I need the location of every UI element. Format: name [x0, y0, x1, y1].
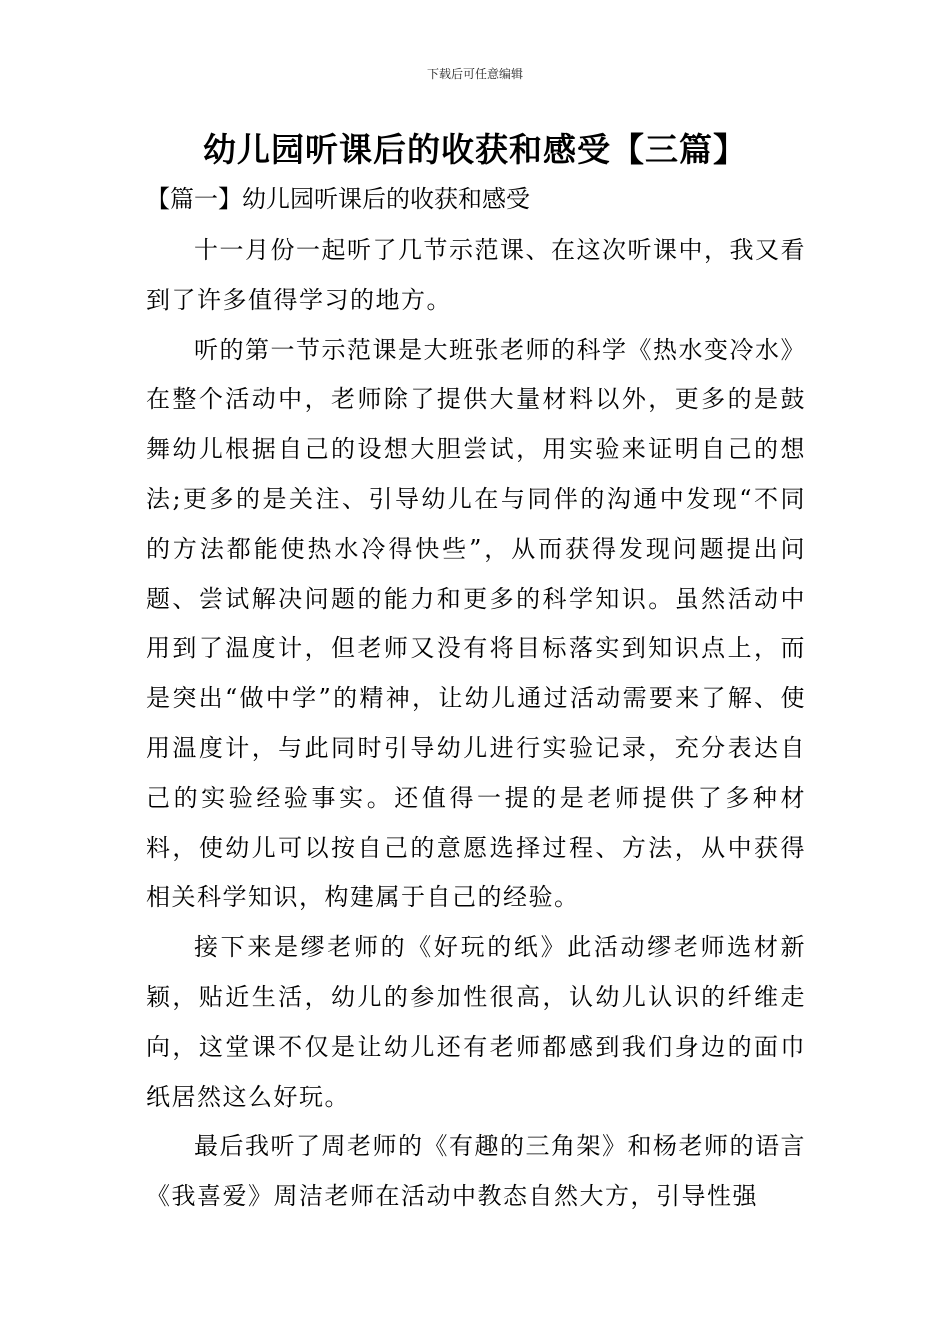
paragraph: 听的第一节示范课是大班张老师的科学《热水变冷水》在整个活动中，老师除了提供大量材料以外，更多的是鼓舞幼儿根据自己的设想大胆尝试，用实验来证明自己的想法;更多的是关注、引导幼儿在与同伴的沟通中发现“不同的方法都能使热水冷得快些”，从而获得发现问题提出问题、尝试解决问题的能力和更多的科学知识。虽然活动中用到了温度计，但老师又没有将目标落实到知识点上，而是突出“做中学”的精神，让幼儿通过活动需要来了解、使用温度计，与此同时引导幼儿进行实验记录，充分表达自己的实验经验事实。还值得一提的是老师提供了多种材料，使幼儿可以按自己的意愿选择过程、方法，从中获得相关科学知识，构建属于自己的经验。 — [146, 335, 806, 912]
paragraph: 最后我听了周老师的《有趣的三角架》和杨老师的语言《我喜爱》周洁老师在活动中教态自然大方，引导性强 — [146, 1132, 806, 1211]
document-body — [146, 226, 806, 1222]
paragraph: 十一月份一起听了几节示范课、在这次听课中，我又看到了许多值得学习的地方。 — [146, 236, 806, 314]
header-note: 下载后可任意编辑 — [426, 67, 523, 81]
section-heading: 【篇一】幼儿园听课后的收获和感受 — [146, 185, 530, 213]
paragraph: 接下来是缪老师的《好玩的纸》此活动缪老师选材新颖，贴近生活，幼儿的参加性很高，认幼儿认识的纤维走向，这堂课不仅是让幼儿还有老师都感到我们身边的面巾纸居然这么好玩。 — [146, 933, 806, 1111]
document-title: 幼儿园听课后的收获和感受【三篇】 — [203, 130, 747, 169]
